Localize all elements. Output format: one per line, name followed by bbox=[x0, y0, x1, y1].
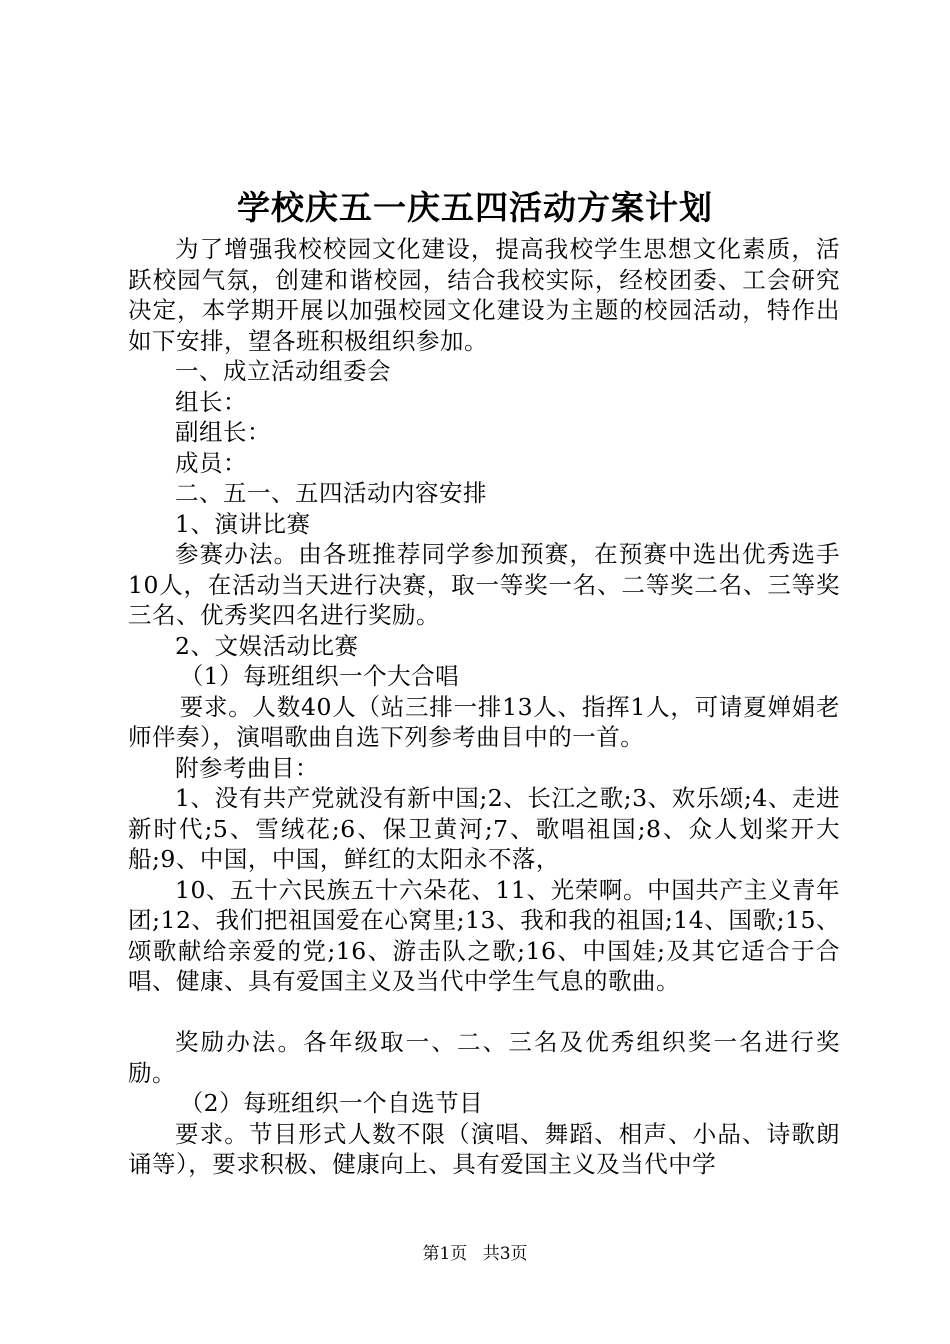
deputy-leader-line: 副组长： bbox=[175, 418, 271, 446]
paragraph-spacer bbox=[128, 997, 840, 1028]
speech-contest-heading: 1、演讲比赛 bbox=[175, 509, 311, 538]
chorus-requirements: 要求。人数40人（站三排一排13人、指挥1人，可请夏婵娟老师伴奏），演唱歌曲自选下列参考曲目中的一首。 bbox=[128, 692, 840, 751]
document-title: 学校庆五一庆五四活动方案计划 bbox=[237, 188, 713, 227]
speech-contest-rules: 参赛办法。由各班推荐同学参加预赛，在预赛中选出优秀选手10人，在活动当天进行决赛，取一等奖一名、二等奖二名、三等奖三名、优秀奖四名进行奖励。 bbox=[128, 540, 840, 629]
total-pages: 共3页 bbox=[482, 1244, 528, 1264]
song-list-part-1: 1、没有共产党就没有新中国;2、长江之歌;3、欢乐颂;4、走进新时代;5、雪绒花;6、保卫黄河;7、歌唱祖国;8、众人划桨开大船;9、中国，中国，鲜红的太阳永不落， bbox=[128, 784, 840, 873]
entertainment-contest-heading: 2、文娱活动比赛 bbox=[175, 631, 359, 660]
self-selected-program-heading: （2）每班组织一个自选节目 bbox=[179, 1089, 484, 1117]
leader-line: 组长： bbox=[175, 387, 247, 416]
page-number: 第1页 bbox=[422, 1244, 468, 1264]
song-list-part-2: 10、五十六民族五十六朵花、11、光荣啊。中国共产主义青年团;12、我们把祖国爱在心窝里;13、我和我的祖国;14、国歌;15、颂歌献给亲爱的党;16、游击队之歌;16、中国娃;及其它适合于合唱、健康、具有爱国主义及当代中学生气息的歌曲。 bbox=[128, 875, 840, 995]
intro-paragraph: 为了增强我校校园文化建设，提高我校学生思想文化素质，活跃校园气氛，创建和谐校园，结合我校实际，经校团委、工会研究决定，本学期开展以加强校园文化建设为主题的校园活动，特作出如下安排，望各班积极组织参加。 bbox=[128, 235, 840, 355]
document-body bbox=[128, 234, 840, 1180]
award-rules: 奖励办法。各年级取一、二、三名及优秀组织奖一名进行奖励。 bbox=[128, 1028, 840, 1087]
members-line: 成员： bbox=[175, 448, 247, 477]
song-list-heading: 附参考曲目： bbox=[175, 753, 319, 782]
page-footer bbox=[0, 1243, 950, 1265]
section-heading-committee: 一、成立活动组委会 bbox=[175, 357, 391, 385]
section-heading-activities: 二、五一、五四活动内容安排 bbox=[175, 479, 487, 507]
chorus-heading: （1）每班组织一个大合唱 bbox=[179, 662, 460, 690]
self-selected-program-requirements: 要求。节目形式人数不限（演唱、舞蹈、相声、小品、诗歌朗诵等），要求积极、健康向上、具有爱国主义及当代中学 bbox=[128, 1119, 840, 1178]
